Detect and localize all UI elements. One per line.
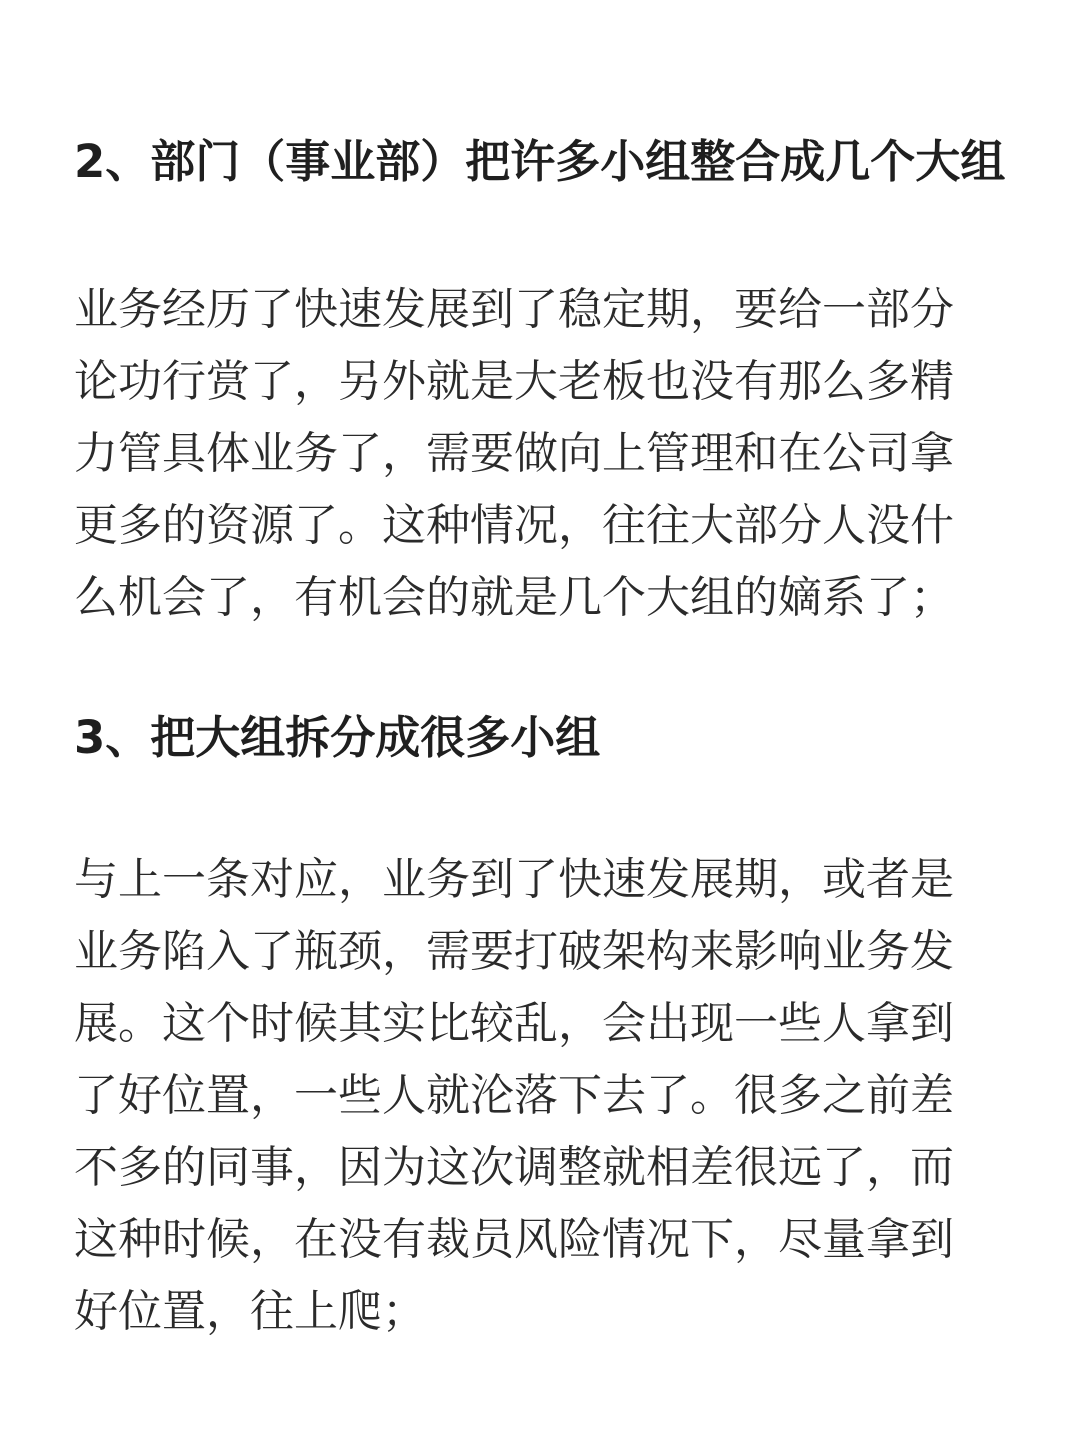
paragraph-line: 了好位置，一些人就沦落下去了。很多之前差 bbox=[74, 1070, 954, 1121]
paragraph-line: 与上一条对应，业务到了快速发展期，或者是 bbox=[74, 854, 954, 905]
paragraph-line: 么机会了，有机会的就是几个大组的嫡系了； bbox=[74, 572, 954, 623]
section-heading-2: 2、部门（事业部）把许多小组整合成几个大组 bbox=[74, 135, 1006, 188]
paragraph-line: 展。这个时候其实比较乱，会出现一些人拿到 bbox=[74, 998, 954, 1049]
paragraph-line: 业务经历了快速发展到了稳定期，要给一部分 bbox=[74, 284, 954, 335]
paragraph-line: 力管具体业务了，需要做向上管理和在公司拿 bbox=[74, 428, 954, 479]
paragraph-line: 论功行赏了，另外就是大老板也没有那么多精 bbox=[74, 356, 954, 407]
paragraph-line: 好位置，往上爬； bbox=[74, 1286, 426, 1337]
section-paragraph-3 bbox=[74, 844, 1014, 1348]
paragraph-line: 不多的同事，因为这次调整就相差很远了，而 bbox=[74, 1142, 954, 1193]
section-heading-3: 3、把大组拆分成很多小组 bbox=[74, 711, 601, 764]
paragraph-line: 更多的资源了。这种情况，往往大部分人没什 bbox=[74, 500, 954, 551]
paragraph-line: 业务陷入了瓶颈，需要打破架构来影响业务发 bbox=[74, 926, 954, 977]
paragraph-line: 这种时候，在没有裁员风险情况下，尽量拿到 bbox=[74, 1214, 954, 1265]
section-paragraph-2 bbox=[74, 274, 1014, 634]
